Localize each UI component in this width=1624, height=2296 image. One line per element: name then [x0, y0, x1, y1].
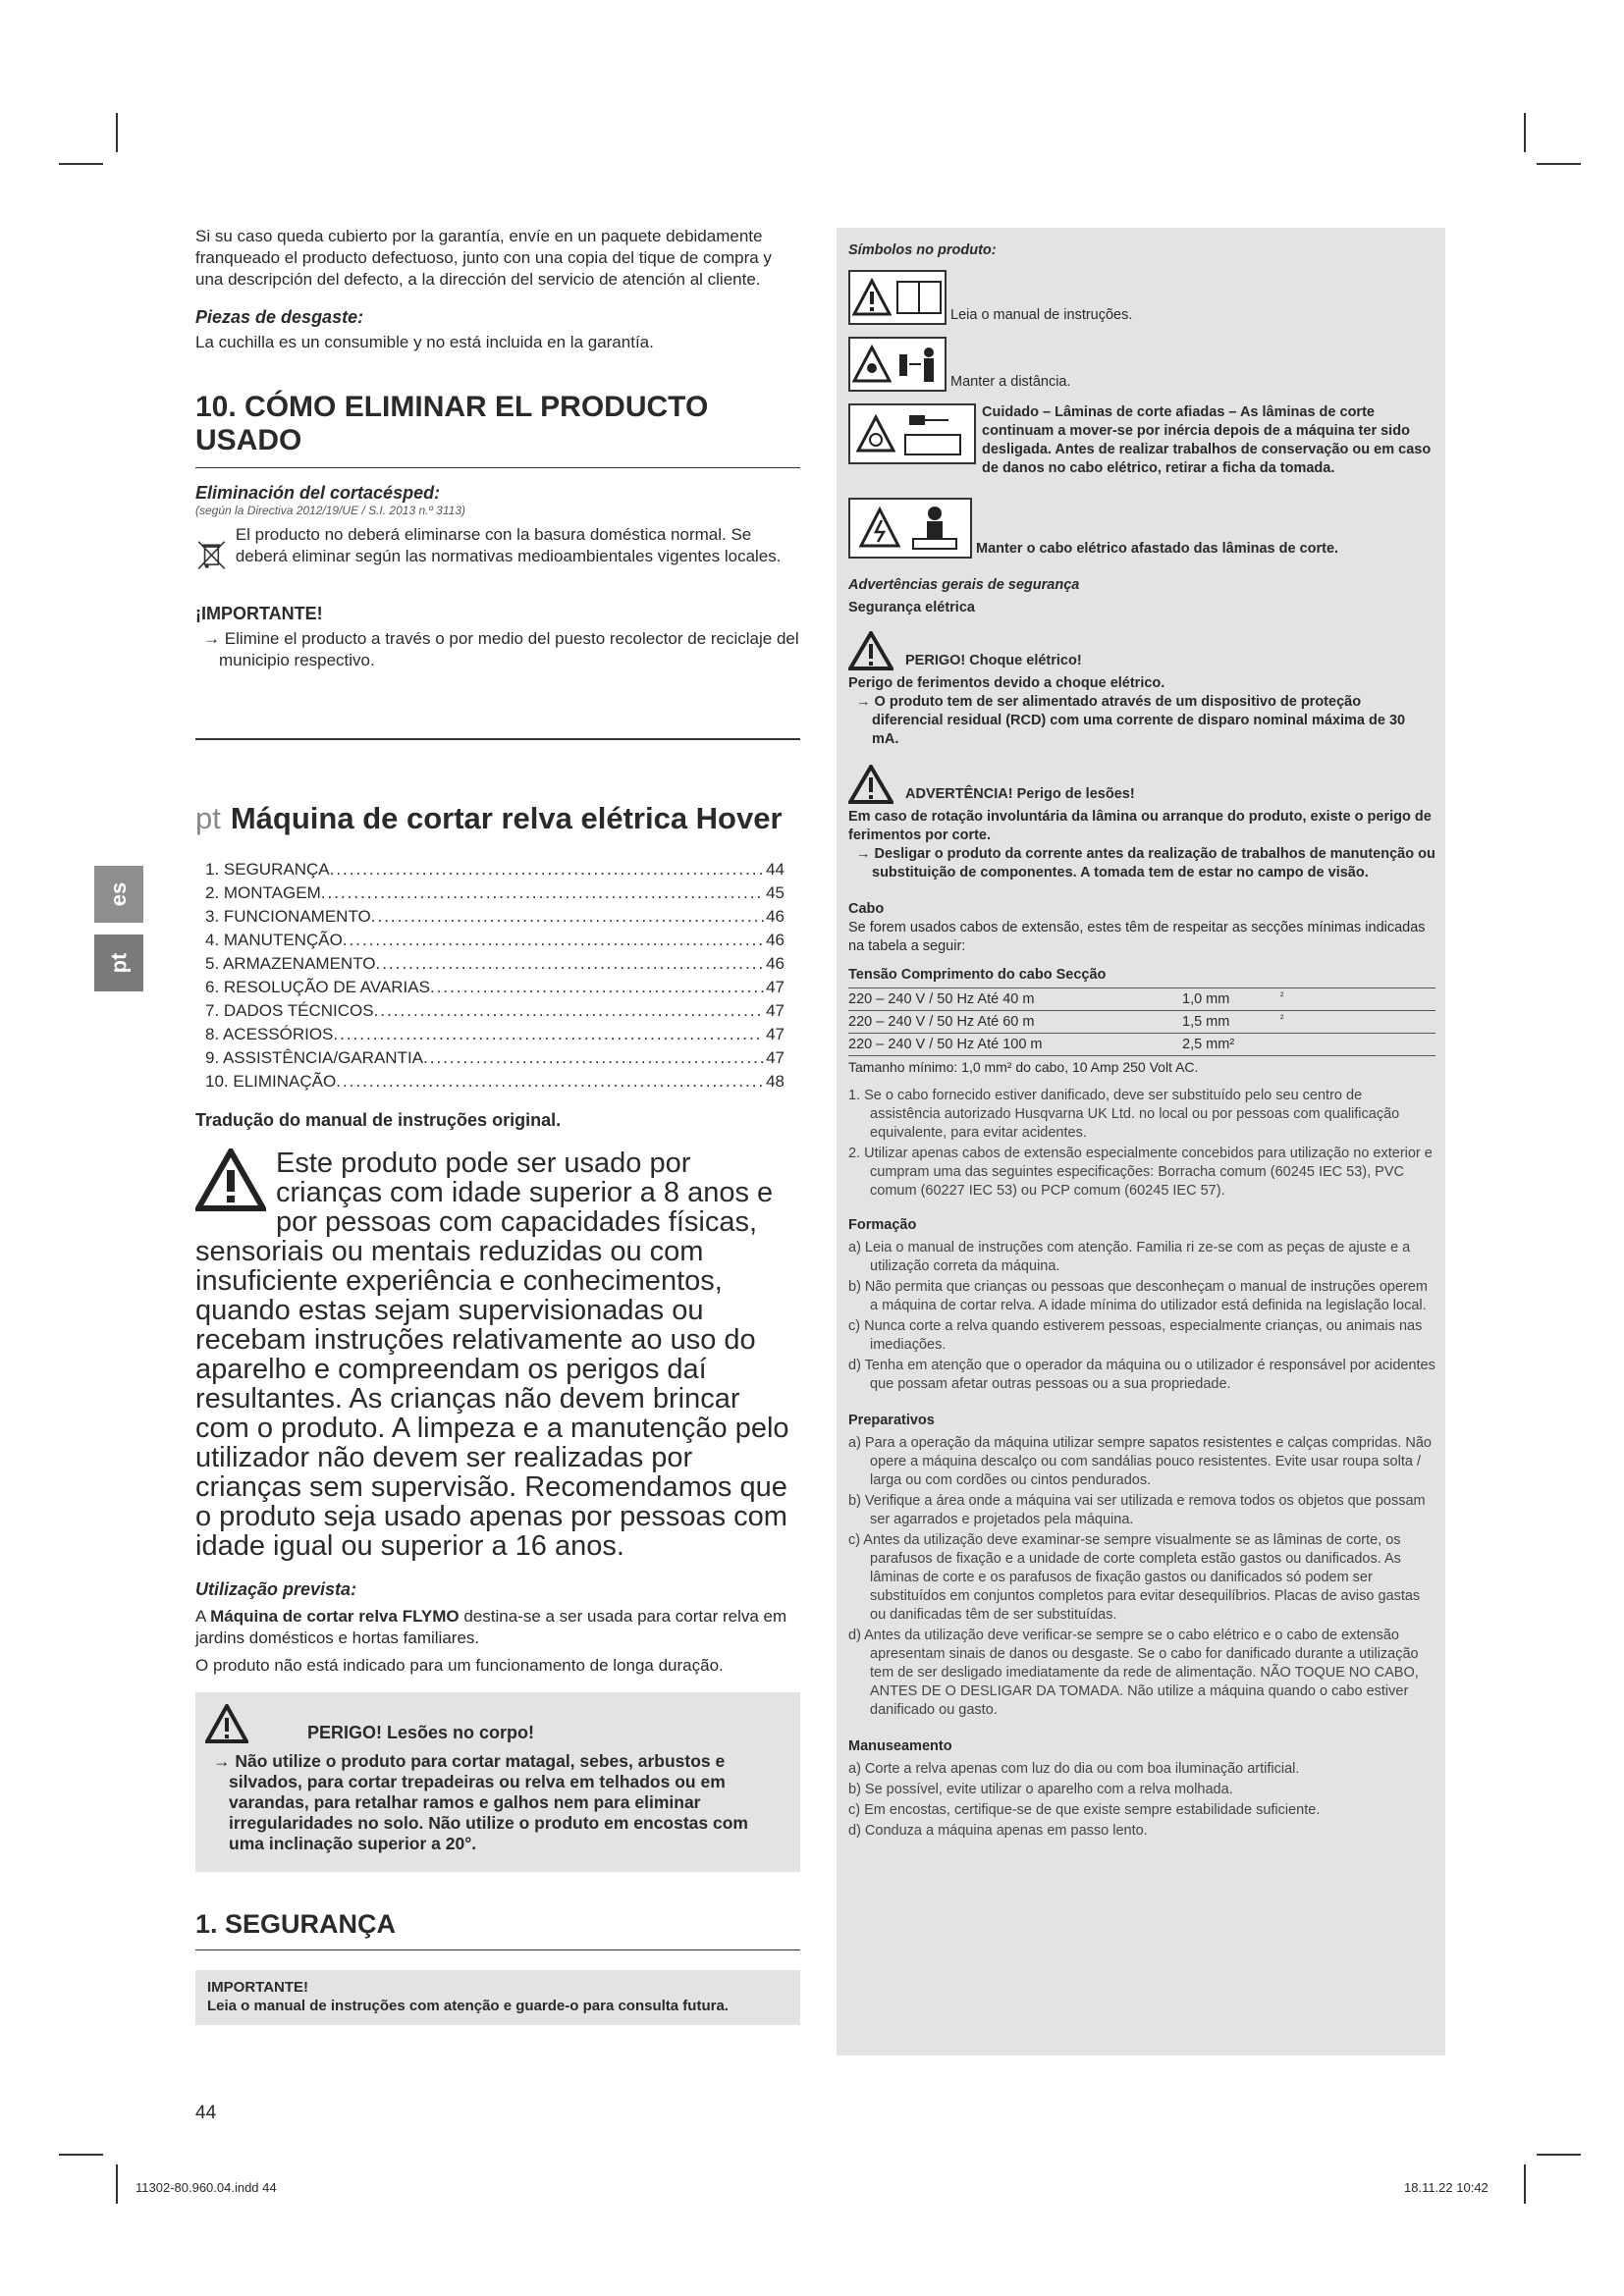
preparations-list [848, 1434, 1435, 1720]
danger-shock [848, 631, 1435, 670]
list-item: b) Se possível, evite utilizar o aparelho com a relva molhada. [848, 1782, 1233, 1797]
symbol-read-manual [848, 270, 1435, 325]
important-text: → Elimine el producto a través o por medio del puesto recolector de reciclaje del municipio respectivo. [203, 629, 799, 669]
toc-item-title: 3. FUNCIONAMENTO [205, 907, 371, 926]
sharp-blades-icon [848, 403, 976, 464]
electrical-safety-title: Segurança elétrica [848, 600, 975, 615]
table-row [848, 1011, 1435, 1034]
cable-title: Cabo [848, 901, 885, 917]
safety-heading: 1. SEGURANÇA [195, 1909, 800, 1950]
toc-item-title: 1. SEGURANÇA [205, 860, 330, 879]
wear-parts-text: La cuchilla es un consumible y no está incluida en la garantía. [195, 333, 654, 351]
symbol-cable-away [848, 498, 1435, 559]
table-cell: 1,5 mm [1182, 1011, 1280, 1034]
disposal-subtitle: Eliminación del cortacésped: [195, 483, 441, 503]
toc-item-page: 46 [766, 931, 785, 949]
intended-use-text: A Máquina de cortar relva FLYMO destina-se a ser usada para cortar relva em jardins domésticos e hortas familiares. [195, 1607, 787, 1647]
training-list [848, 1239, 1435, 1394]
symbol-read-manual-text: Leia o manual de instruções. [950, 307, 1133, 323]
symbol-keep-distance-text: Manter a distância. [950, 374, 1071, 390]
cable-away-icon [848, 498, 972, 559]
page-number: 44 [195, 2103, 217, 2123]
toc-item-page: 47 [766, 1025, 785, 1043]
pt-title: pt Máquina de cortar relva elétrica Hover [195, 801, 783, 835]
toc-item-page: 47 [766, 1001, 785, 1020]
table-cell: 1,0 mm [1182, 988, 1280, 1011]
toc-item [205, 952, 785, 976]
toc-dots [430, 976, 764, 999]
toc-item-title: 8. ACESSÓRIOS [205, 1025, 334, 1043]
list-item: c) Em encostas, certifique-se de que existe sempre estabilidade suficiente. [848, 1802, 1321, 1818]
symbol-sharp-blades-text: Cuidado – Lâminas de corte afiadas – As lâminas de corte continuam a mover-se por inércia depois de a máquina ter sido desligada. Antes de realizar trabalhos de conservação ou em caso de danos no cabo elétrico, retirar a ficha da tomada. [982, 404, 1432, 476]
danger-header [205, 1704, 786, 1743]
footer-date: 18.11.22 10:42 [1404, 2180, 1489, 2195]
toc-item-page: 48 [766, 1072, 785, 1091]
safety-important-text: Leia o manual de instruções com atenção e guarde-o para consulta futura. [207, 1998, 729, 2014]
crossed-bin-icon [195, 524, 228, 585]
symbol-cable-away-text: Manter o cabo elétrico afastado das lâminas de corte. [976, 541, 1339, 557]
footer-file: 11302-80.960.04.indd 44 [135, 2180, 277, 2195]
children-warning [195, 1148, 800, 1561]
disposal-heading: 10. CÓMO ELIMINAR EL PRODUCTO USADO [195, 391, 800, 468]
children-warning-text: Este produto pode ser usado por crianças com idade superior a 8 anos e por pessoas com capacidades físicas, sensoriais ou mentais reduzidas ou com insuficiente experiência e conhecimentos, quando estas sejam supervisionadas ou recebam instruções relativamente ao uso do aparelho e compreendam os perigos daí resultantes. As crianças não devem brincar com o produto. A limpeza e a manutenção pelo utilizador não devem ser realizadas por crianças sem supervisão. Recomendamos que o produto seja usado apenas por pessoas com idade igual ou superior a 16 anos. [195, 1148, 789, 1562]
danger-text: → Não utilize o produto para cortar matagal, sebes, arbustos e silvados, para cortar trepadeiras ou relva em telhados ou em varandas, para retalhar ramos e galhos nem para eliminar irregularidades no solo. Não utilize o produto em encostas com uma inclinação superior a 20°. [213, 1751, 748, 1853]
crop-mark [1524, 113, 1526, 152]
table-row [848, 988, 1435, 1011]
language-tab-pt: pt [94, 934, 143, 991]
right-column [837, 228, 1445, 2056]
toc-item-title: 2. MONTAGEM [205, 883, 321, 902]
list-item: a) Corte a relva apenas com luz do dia ou com boa iluminação artificial. [848, 1761, 1300, 1777]
toc-item-title: 5. ARMAZENAMENTO [205, 954, 376, 973]
section-divider [195, 738, 800, 740]
warning-triangle-icon [848, 765, 893, 804]
safety-important-label: IMPORTANTE! [207, 1979, 309, 1996]
cable-table-header: Tensão Comprimento do cabo Secção [848, 966, 1435, 988]
toc-item-page: 46 [766, 907, 785, 926]
toc-item [205, 858, 785, 881]
toc-dots [374, 999, 764, 1023]
disposal-reference: (según la Directiva 2012/19/UE / S.I. 2013 n.º 3113) [195, 504, 465, 517]
crop-mark [1524, 2164, 1526, 2204]
table-cell [1280, 1034, 1435, 1056]
table-cell: 220 – 240 V / 50 Hz Até 100 m [848, 1034, 1182, 1056]
list-item: b) Não permita que crianças ou pessoas que desconheçam o manual de instruções operem a máquina de cortar relva. A idade mínima do utilizador está definida na legislação local. [848, 1279, 1429, 1313]
warning-injury-arrow: → Desligar o produto da corrente antes da realização de trabalhos de manutenção ou substituição de componentes. A tomada tem de estar no campo de visão. [856, 846, 1435, 881]
table-cell: ² [1280, 1011, 1435, 1034]
toc-item [205, 881, 785, 905]
danger-title: PERIGO! Lesões no corpo! [307, 1723, 535, 1742]
toc-dots [333, 1023, 764, 1046]
list-item: c) Antes da utilização deve examinar-se sempre visualmente se as lâminas de corte, os parafusos de fixação e a unidade de corte completa estão gastos ou danificados. As lâminas de corte e os parafusos de fixação gastos ou danificados só podem ser substituídos em conjuntos completos para evitar desequilíbrios. Placas de aviso gastas ou danificadas têm de ser substituídas. [848, 1532, 1421, 1623]
symbol-sharp-blades [848, 403, 1435, 478]
toc-item-title: 6. RESOLUÇÃO DE AVARIAS [205, 978, 430, 996]
toc-item-page: 46 [766, 954, 785, 973]
warning-injury [848, 765, 1435, 804]
warning-injury-text: Em caso de rotação involuntária da lâmina ou arranque do produto, existe o perigo de ferimentos por corte. [848, 809, 1432, 843]
table-cell: 220 – 240 V / 50 Hz Até 40 m [848, 988, 1182, 1011]
keep-distance-icon [848, 337, 947, 392]
cable-table-note: Tamanho mínimo: 1,0 mm² do cabo, 10 Amp 250 Volt AC. [848, 1059, 1199, 1075]
toc-dots [423, 1046, 764, 1070]
list-item: 1. Se o cabo fornecido estiver danificado, deve ser substituído pelo seu centro de assistência autorizado Husqvarna UK Ltd. no local ou por pessoas com qualificação equivalente, para evitar acidentes. [848, 1088, 1400, 1141]
toc-dots [376, 952, 765, 976]
toc-item [205, 929, 785, 952]
toc-item [205, 1070, 785, 1094]
wear-parts-title: Piezas de desgaste: [195, 307, 364, 327]
list-item: 2. Utilizar apenas cabos de extensão especialmente concebidos para utilização no exterior e cumpram uma das seguintes especificações: Borracha comum (60245 IEC 53), PVC comum (60227 IEC 53) ou PCP comum (60245 IEC 57). [848, 1146, 1433, 1199]
crop-mark [116, 2164, 118, 2204]
list-item: a) Leia o manual de instruções com atenção. Familia ri ze-se com as peças de ajuste e a utilização correta da máquina. [848, 1240, 1411, 1274]
toc-dots [330, 858, 764, 881]
warning-triangle-icon [205, 1704, 248, 1743]
table-row [848, 1034, 1435, 1056]
general-safety-title: Advertências gerais de segurança [848, 577, 1080, 593]
toc-dots [371, 905, 764, 929]
table-cell: 220 – 240 V / 50 Hz Até 60 m [848, 1011, 1182, 1034]
language-tab-es: es [94, 866, 143, 923]
crop-mark [59, 163, 103, 165]
warning-triangle-icon [848, 631, 893, 670]
toc-item [205, 1046, 785, 1070]
list-item: d) Tenha em atenção que o operador da máquina ou o utilizador é responsável por acidentes que possam afetar outras pessoas ou a sua propriedade. [848, 1358, 1435, 1392]
disposal-block [195, 524, 800, 585]
crop-mark [1537, 2154, 1581, 2156]
crop-mark [59, 2154, 103, 2156]
toc-item [205, 976, 785, 999]
list-item: c) Nunca corte a relva quando estiverem pessoas, especialmente crianças, ou animais nas imediações. [848, 1318, 1423, 1353]
symbols-title: Símbolos no produto: [848, 242, 997, 258]
danger-shock-title: PERIGO! Choque elétrico! [905, 653, 1082, 668]
preparations-title: Preparativos [848, 1413, 935, 1428]
toc-dots [336, 1070, 764, 1094]
translation-note: Tradução do manual de instruções original. [195, 1110, 562, 1130]
toc-item-title: 10. ELIMINAÇÃO [205, 1072, 337, 1091]
toc-item-page: 47 [766, 978, 785, 996]
toc-item-title: 9. ASSISTÊNCIA/GARANTIA [205, 1048, 424, 1067]
cable-list [848, 1087, 1435, 1201]
intended-use-text-2: O produto não está indicado para um funcionamento de longa duração. [195, 1656, 724, 1675]
toc-item-title: 4. MANUTENÇÃO [205, 931, 343, 949]
warning-triangle-icon [195, 1148, 266, 1211]
intended-use-title: Utilização prevista: [195, 1579, 357, 1599]
danger-box [195, 1692, 800, 1872]
toc-dots [343, 929, 764, 952]
handling-title: Manuseamento [848, 1738, 952, 1754]
table-cell: ² [1280, 988, 1435, 1011]
cable-table [848, 988, 1435, 1056]
safety-important-box [195, 1970, 800, 2025]
toc-item-page: 47 [766, 1048, 785, 1067]
disposal-text: El producto no deberá eliminarse con la basura doméstica normal. Se deberá eliminar según las normativas medioambientales vigentes locales. [235, 525, 782, 565]
list-item: b) Verifique a área onde a máquina vai ser utilizada e remova todos os objetos que possam ser agarrados e projetados pela máquina. [848, 1493, 1426, 1527]
important-label: ¡IMPORTANTE! [195, 604, 323, 623]
toc-dots [321, 881, 764, 905]
toc-item [205, 999, 785, 1023]
training-title: Formação [848, 1217, 917, 1233]
crop-mark [1537, 163, 1581, 165]
warning-injury-title: ADVERTÊNCIA! Perigo de lesões! [905, 786, 1135, 802]
warranty-paragraph: Si su caso queda cubierto por la garantía, envíe en un paquete debidamente franqueado el producto defectuoso, junto con una copia del tique de compra y una descripción del defecto, a la dirección del servicio de atención al cliente. [195, 227, 772, 289]
list-item: d) Conduza a máquina apenas em passo lento. [848, 1823, 1148, 1839]
toc-item [205, 905, 785, 929]
toc-item-page: 45 [766, 883, 785, 902]
toc-item-title: 7. DADOS TÉCNICOS [205, 1001, 374, 1020]
handling-list [848, 1760, 1435, 1841]
toc-item-page: 44 [766, 860, 785, 879]
rcd-text: → O produto tem de ser alimentado através de um dispositivo de proteção diferencial residual (RCD) com uma corrente de disparo nominal máxima de 30 mA. [856, 694, 1406, 747]
table-of-contents [195, 858, 785, 1094]
symbol-keep-distance [848, 337, 1435, 392]
danger-shock-text: Perigo de ferimentos devido a choque elétrico. [848, 675, 1165, 691]
cable-text: Se forem usados cabos de extensão, estes têm de respeitar as secções mínimas indicadas na tabela a seguir: [848, 920, 1426, 954]
crop-mark [116, 113, 118, 152]
read-manual-icon [848, 270, 947, 325]
toc-item [205, 1023, 785, 1046]
left-column [195, 226, 800, 2025]
list-item: d) Antes da utilização deve verificar-se sempre se o cabo elétrico e o cabo de extensão apresentam sinais de danos ou desgaste. Se o cabo for danificado durante a utilização tem de ser desligado imediatamente da rede de alimentação. NÃO TOQUE NO CABO, ANTES DE O DESLIGAR DA TOMADA. Não utilize a máquina quando o cabo estiver danificado ou gasto. [848, 1628, 1419, 1718]
table-cell: 2,5 mm² [1182, 1034, 1280, 1056]
list-item: a) Para a operação da máquina utilizar sempre sapatos resistentes e calças compridas. Não opere a máquina descalço ou com sandálias pouco resistentes. Evite usar roupa solta / larga ou com cordões ou cintos pendurados. [848, 1435, 1432, 1488]
